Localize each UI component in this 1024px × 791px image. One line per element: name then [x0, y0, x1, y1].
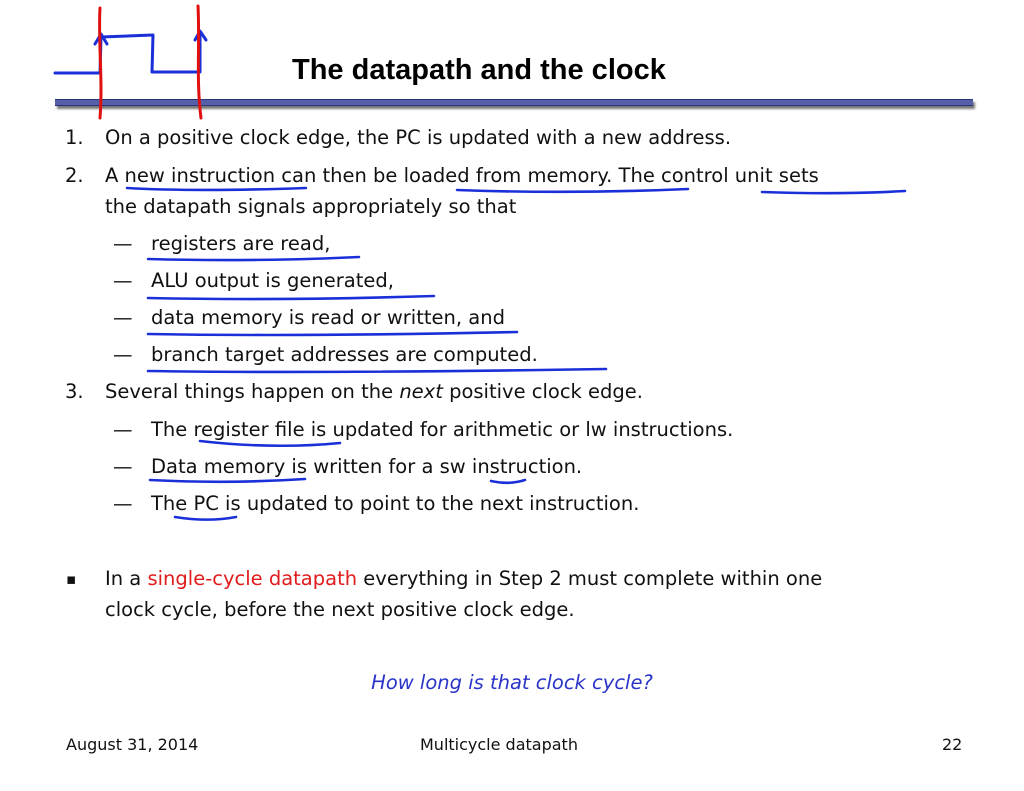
sub-item-register-file: The register file is updated for arithmetic or lw instructions. — [151, 418, 734, 441]
footer-date: August 31, 2014 — [66, 735, 199, 754]
slide-title: The datapath and the clock — [292, 54, 666, 86]
underline-mark — [148, 369, 606, 372]
closing-question: How long is that clock cycle? — [371, 671, 653, 694]
footer-page-number: 22 — [942, 735, 963, 754]
clock-waveform-sketch — [55, 32, 200, 73]
underline-mark — [200, 441, 340, 446]
underline-mark — [175, 517, 236, 520]
underline-mark — [148, 257, 359, 260]
sub-item-data-memory-write: Data memory is written for a sw instruction. — [151, 455, 583, 478]
sub-dash: — — [113, 418, 133, 441]
sub-item-pc: The PC is updated to point to the next instruction. — [151, 492, 640, 515]
sub-item-branch: branch target addresses are computed. — [151, 343, 538, 366]
sub-item-registers: registers are read, — [151, 232, 331, 255]
sub-item-data-memory: data memory is read or written, and — [151, 306, 505, 329]
sub-dash: — — [113, 269, 133, 292]
sub-dash: — — [113, 232, 133, 255]
bullet-text-a: In a single-cycle datapath everything in Step 2 must complete within one — [105, 567, 823, 590]
sub-dash: — — [113, 492, 133, 515]
item-2-marker: 2. — [65, 164, 84, 187]
square-bullet-icon: ▪ — [66, 570, 77, 588]
item-1-text: On a positive clock edge, the PC is updated with a new address. — [105, 126, 732, 149]
underline-mark — [491, 480, 525, 483]
underline-mark — [762, 191, 905, 193]
underline-mark — [150, 479, 305, 482]
bullet-text-b: clock cycle, before the next positive clock edge. — [105, 598, 575, 621]
underline-mark — [148, 332, 517, 335]
item-3-text: Several things happen on the next positive clock edge. — [105, 380, 643, 403]
underline-mark — [127, 188, 306, 190]
emphasis-next: next — [399, 380, 443, 403]
item-3-marker: 3. — [65, 380, 84, 403]
footer-topic: Multicycle datapath — [420, 735, 578, 754]
sub-dash: — — [113, 343, 133, 366]
underline-mark — [148, 296, 434, 299]
item-2-text-b: the datapath signals appropriately so that — [105, 195, 517, 218]
item-2-text-a: A new instruction can then be loaded from memory. The control unit sets — [105, 164, 819, 187]
single-cycle-highlight: single-cycle datapath — [147, 567, 358, 590]
sub-dash: — — [113, 306, 133, 329]
sub-dash: — — [113, 455, 133, 478]
sub-item-alu: ALU output is generated, — [151, 269, 394, 292]
underline-mark — [457, 189, 688, 192]
clock-edge-marker-red — [100, 8, 101, 118]
